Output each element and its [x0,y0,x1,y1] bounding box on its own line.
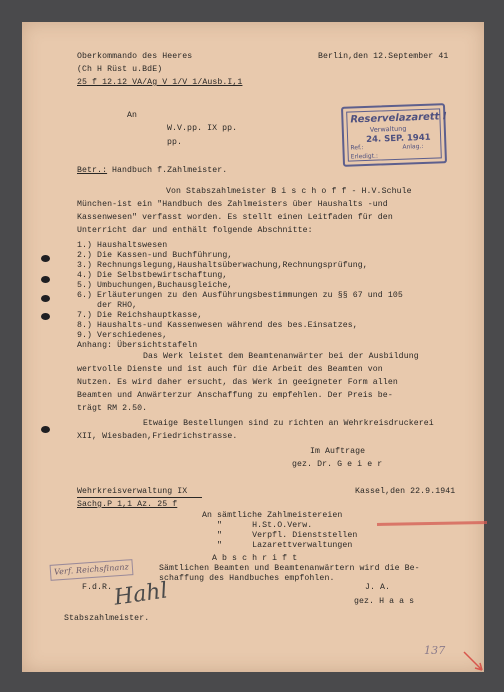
paragraph2-line: Beamten und Anwärterzur Anschaffung zu empfehlen. Der Preis be- [77,391,393,400]
bullet-mark [41,426,50,433]
stamp-anlag-label: Anlag.: [402,142,424,151]
intro-line-3: Kassenwesen" verfasst worden. Es stellt einen Leitfaden für den [77,213,393,222]
sender-line-2: (Ch H Rüst u.BdE) [77,65,163,74]
margin-note: Verf. Reichsfinanz [50,559,134,581]
intro-line-4: Unterricht dar und enthält folgende Abschnitte: [77,226,313,235]
paragraph2-line: wertvolle Dienste und ist auch für die Arbeit des Beamten von [77,365,383,374]
abschrift-heading: A b s c h r i f t [212,554,298,563]
bullet-mark [41,276,50,283]
section-item: der RHO, [77,301,138,310]
handwritten-signature: Hahl [112,578,170,611]
sender-line-1: Oberkommando des Heeres [77,52,193,61]
addressee-line: " H.St.O.Verw. [202,521,313,530]
office-underline [77,497,202,498]
section-item: 2.) Die Kassen-und Buchführung, [77,251,233,260]
section-item: 4.) Die Selbstbewirtschaftung, [77,271,228,280]
section-item: 1.) Haushaltswesen [77,241,168,250]
second-place-date: Kassel,den 22.9.1941 [355,487,456,496]
section-item: 3.) Rechnungslegung,Haushaltsüberwachung,Rechnungsprüfung, [77,261,368,270]
distribution-line: schaffung des Handbuches empfohlen. [159,574,335,583]
section-item: 9.) Verschiedenes, [77,331,168,340]
section-item: Anhang: Übersichtstafeln [77,341,198,350]
page-number: 137 [424,644,446,657]
paragraph3-line: XII, Wiesbaden,Friedrichstrasse. [77,432,238,441]
gez-line: gez. H a a s [354,597,415,606]
fdr-label: F.d.R. [82,583,113,592]
document-page [22,22,484,672]
intro-line-2: München-ist ein "Handbuch des Zahlmeisters über Haushalts -und [77,200,388,209]
paragraph2-line: Nutzen. Es wird daher ersucht, das Werk in geeigneter Form allen [77,378,398,387]
section-item: 7.) Die Reichshauptkasse, [77,311,203,320]
bullet-mark [41,255,50,262]
stamp-date: 24. SEP. 1941 [365,132,431,145]
office-reference: Sachg.P 1,1 Az. 25 f [77,500,178,509]
stamp-erledigt-label: Erledigt.: [350,152,379,161]
red-pencil-mark [377,521,487,526]
stamp-subtitle: Verwaltung [369,124,407,134]
subject-label: Betr.: [77,166,108,175]
recipient-line-1: W.V.pp. IX pp. [167,124,238,133]
paragraph3-line: Etwaige Bestellungen sind zu richten an Wehrkreisdruckerei [143,419,434,428]
section-item: 5.) Umbuchungen,Buchausgleiche, [77,281,233,290]
addressee-line: " Verpfl. Dienststellen [202,531,358,540]
addressee-line: An sämtliche Zahlmeistereien [202,511,343,520]
place-date: Berlin,den 12.September 41 [318,52,449,61]
ja-line: J. A. [365,583,391,592]
section-item: 6.) Erläuterungen zu den Ausführungsbestimmungen zu §§ 67 und 105 [77,291,403,300]
recipient-an: An [127,111,138,120]
recipient-line-2: pp. [167,138,183,147]
paragraph2-line: Das Werk leistet dem Beamtenanwärter bei der Ausbildung [143,352,419,361]
intro-line-1: Von Stabszahlmeister B i s c h o f f - H.V.Schule [166,187,412,196]
signer-title: Stabszahlmeister. [64,614,150,623]
signoff-line: Im Auftrage [310,447,366,456]
received-stamp [341,103,447,167]
signoff-line: gez. Dr. G e i e r [292,460,383,469]
paragraph2-line: trägt RM 2.50. [77,404,148,413]
section-item: 8.) Haushalts-und Kassenwesen während des bes.Einsatzes, [77,321,358,330]
stamp-title: Reservelazarett I [350,111,447,126]
subject-text: Handbuch f.Zahlmeister. [112,166,228,175]
reference-number: 25 f 12.12 VA/Ag V 1/V 1/Ausb.I,1 [77,78,243,87]
distribution-line: Sämtlichen Beamten und Beamtenanwärtern wird die Be- [159,564,420,573]
bullet-mark [41,295,50,302]
stamp-ref-label: Ref.: [350,144,364,152]
red-arrow-icon [462,650,486,674]
office-name: Wehrkreisverwaltung IX [77,487,188,496]
bullet-mark [41,313,50,320]
addressee-line: " Lazarettverwaltungen [202,541,353,550]
